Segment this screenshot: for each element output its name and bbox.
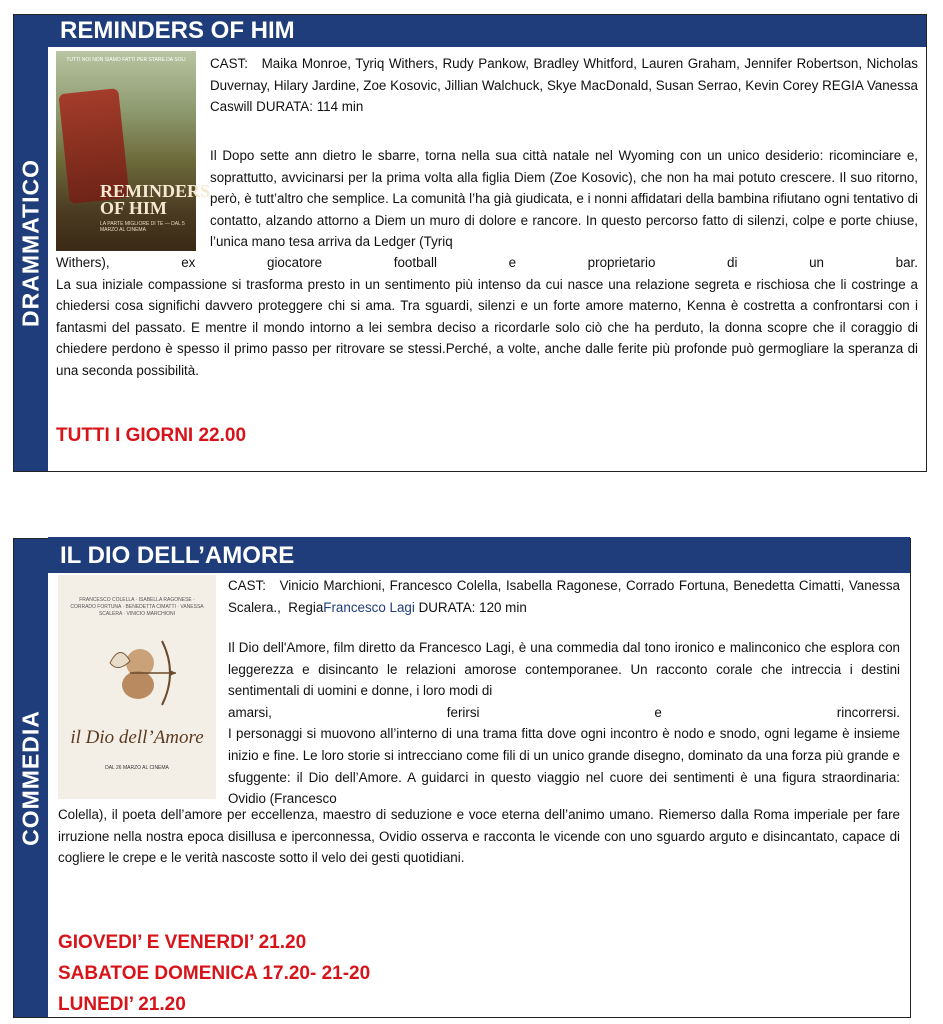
- poster-release-date: DAL 26 MARZO AL CINEMA: [105, 765, 169, 771]
- poster-title: il Dio dell’Amore: [70, 727, 204, 748]
- poster-title: REMINDERS OF HIM: [100, 181, 211, 218]
- plot-paragraph: Il Dopo sette ann dietro le sbarre, torna nella sua città natale nel Wyoming con un unico desiderio: ricominciare e, soprattutto, avvicinarsi per la prima volta alla figlia Diem (Zoe Kosovic), che non ha mai potuto crescere. Il suo ritorno, però, è tutt’altro che semplice. La comunità l’ha già giudicata, e i nonni affidatari della bambina rifiutano ogni tentativo di contatto, alzando attorno a Diem un muro di dolore e rancore. In questo percorso fatto di silenzi, colpe e porte chiuse, l’unica mano tesa arriva da Ledger (Tyriq: [210, 148, 918, 250]
- director-name: Francesco Lagi: [323, 599, 415, 615]
- movie-poster: [56, 51, 211, 251]
- showtime: GIOVEDI’ E VENERDI’ 21.20: [58, 932, 307, 953]
- film-card-il-dio-dell-amore: [13, 538, 911, 1018]
- genre-label: DRAMMATICO: [14, 15, 48, 471]
- poster-cast-names: FRANCESCO COLELLA · ISABELLA RAGONESE · CORRADO FORTUNA · BENEDETTA CIMATTI · VANESSA SCALERA · VINICIO MARCHIONI: [70, 597, 204, 617]
- genre-label: COMMEDIA: [14, 539, 48, 1017]
- cast-credits: CAST: Vinicio Marchioni, Francesco Colella, Isabella Ragonese, Corrado Fortuna, Benedetta Cimatti, Vanessa Scalera., RegiaFrancesco Lagi DURATA: 120 min: [228, 578, 900, 615]
- plot-continuation: Colella), il poeta dell’amore per eccellenza, maestro di seduzione e voce eterna dell’animo umano. Riemerso dalla Roma imperiale per fare irruzione nella nostra epoca disillusa e iperconnessa, Ovidio osserva e racconta le vicende con uno sguardo arguto e disincantato, capace di cogliere le crepe e le verità nascoste sotto il velo dei gesti quotidiani.: [58, 807, 900, 866]
- movie-poster: [58, 575, 216, 799]
- poster-subtitle: LA PARTE MIGLIORE DI TE — DAL 5 MARZO AL CINEMA: [100, 221, 185, 233]
- showtimes: [56, 425, 246, 447]
- showtimes: [58, 927, 370, 1020]
- showtime: LUNEDI’ 21.20: [58, 994, 186, 1015]
- showtime: TUTTI I GIORNI 22.00: [56, 425, 247, 446]
- film-card-reminders-of-him: [13, 14, 927, 472]
- cupid-icon: [100, 633, 180, 713]
- cast-credits: CAST: Maika Monroe, Tyriq Withers, Rudy Pankow, Bradley Whitford, Lauren Graham, Jennifer Robertson, Nicholas Duvernay, Hilary Jardine, Zoe Kosovic, Jillian Walchuck, Skye MacDonald, Susan Serrao, Kevin Corey REGIA Vanessa Caswill DURATA: 114 min: [210, 56, 918, 115]
- film-title: REMINDERS OF HIM: [48, 15, 926, 47]
- plot-paragraph: Il Dio dell'Amore, film diretto da Francesco Lagi, è una commedia dal tono ironico e malinconico che esplora con leggerezza e disincanto le relazioni amorose contemporanee. Un racconto corale che intreccia i destini sentimentali di uomini e donne, i loro modi di amarsi, ferirsi e rincorrersi. I personaggi si muovono all’interno di una trama fitta dove ogni incontro è nodo e snodo, ogni legame è insieme inizio e fine. Le loro storie si intrecciano come fili di un unico grande disegno, dominato da una forza più grande e sfuggente: il Dio dell’Amore. A guidarci in questo viaggio nel cuore dei sentimenti è una figura straordinaria: Ovidio (Francesco: [228, 640, 900, 807]
- showtime: SABATOE DOMENICA 17.20- 21-20: [58, 963, 371, 984]
- film-title: IL DIO DELL’AMORE: [48, 537, 910, 573]
- poster-tagline: TUTTI NOI NON SIAMO FATTI PER STARE DA SOLI: [66, 57, 186, 63]
- plot-continuation: Withers), ex giocatore football e proprietario di un bar. La sua iniziale compassione si trasforma presto in un sentimento più intenso da cui nasce una relazione segreta e rischiosa che li costringe a chiedersi cosa significhi davvero proteggere chi si ama. Tra sguardi, silenzi e un forte amore materno, Kenna è costretta a confrontarsi con i fantasmi del passato. E mentre il mondo intorno a lei sembra deciso a ricordarle solo ciò che ha perduto, la donna scopre che il coraggio di chiedere perdono è spesso il primo passo per ritrovare se stessi.Perché, a volte, anche dalle ferite più profonde può germogliare la speranza di una seconda possibilità.: [56, 255, 918, 378]
